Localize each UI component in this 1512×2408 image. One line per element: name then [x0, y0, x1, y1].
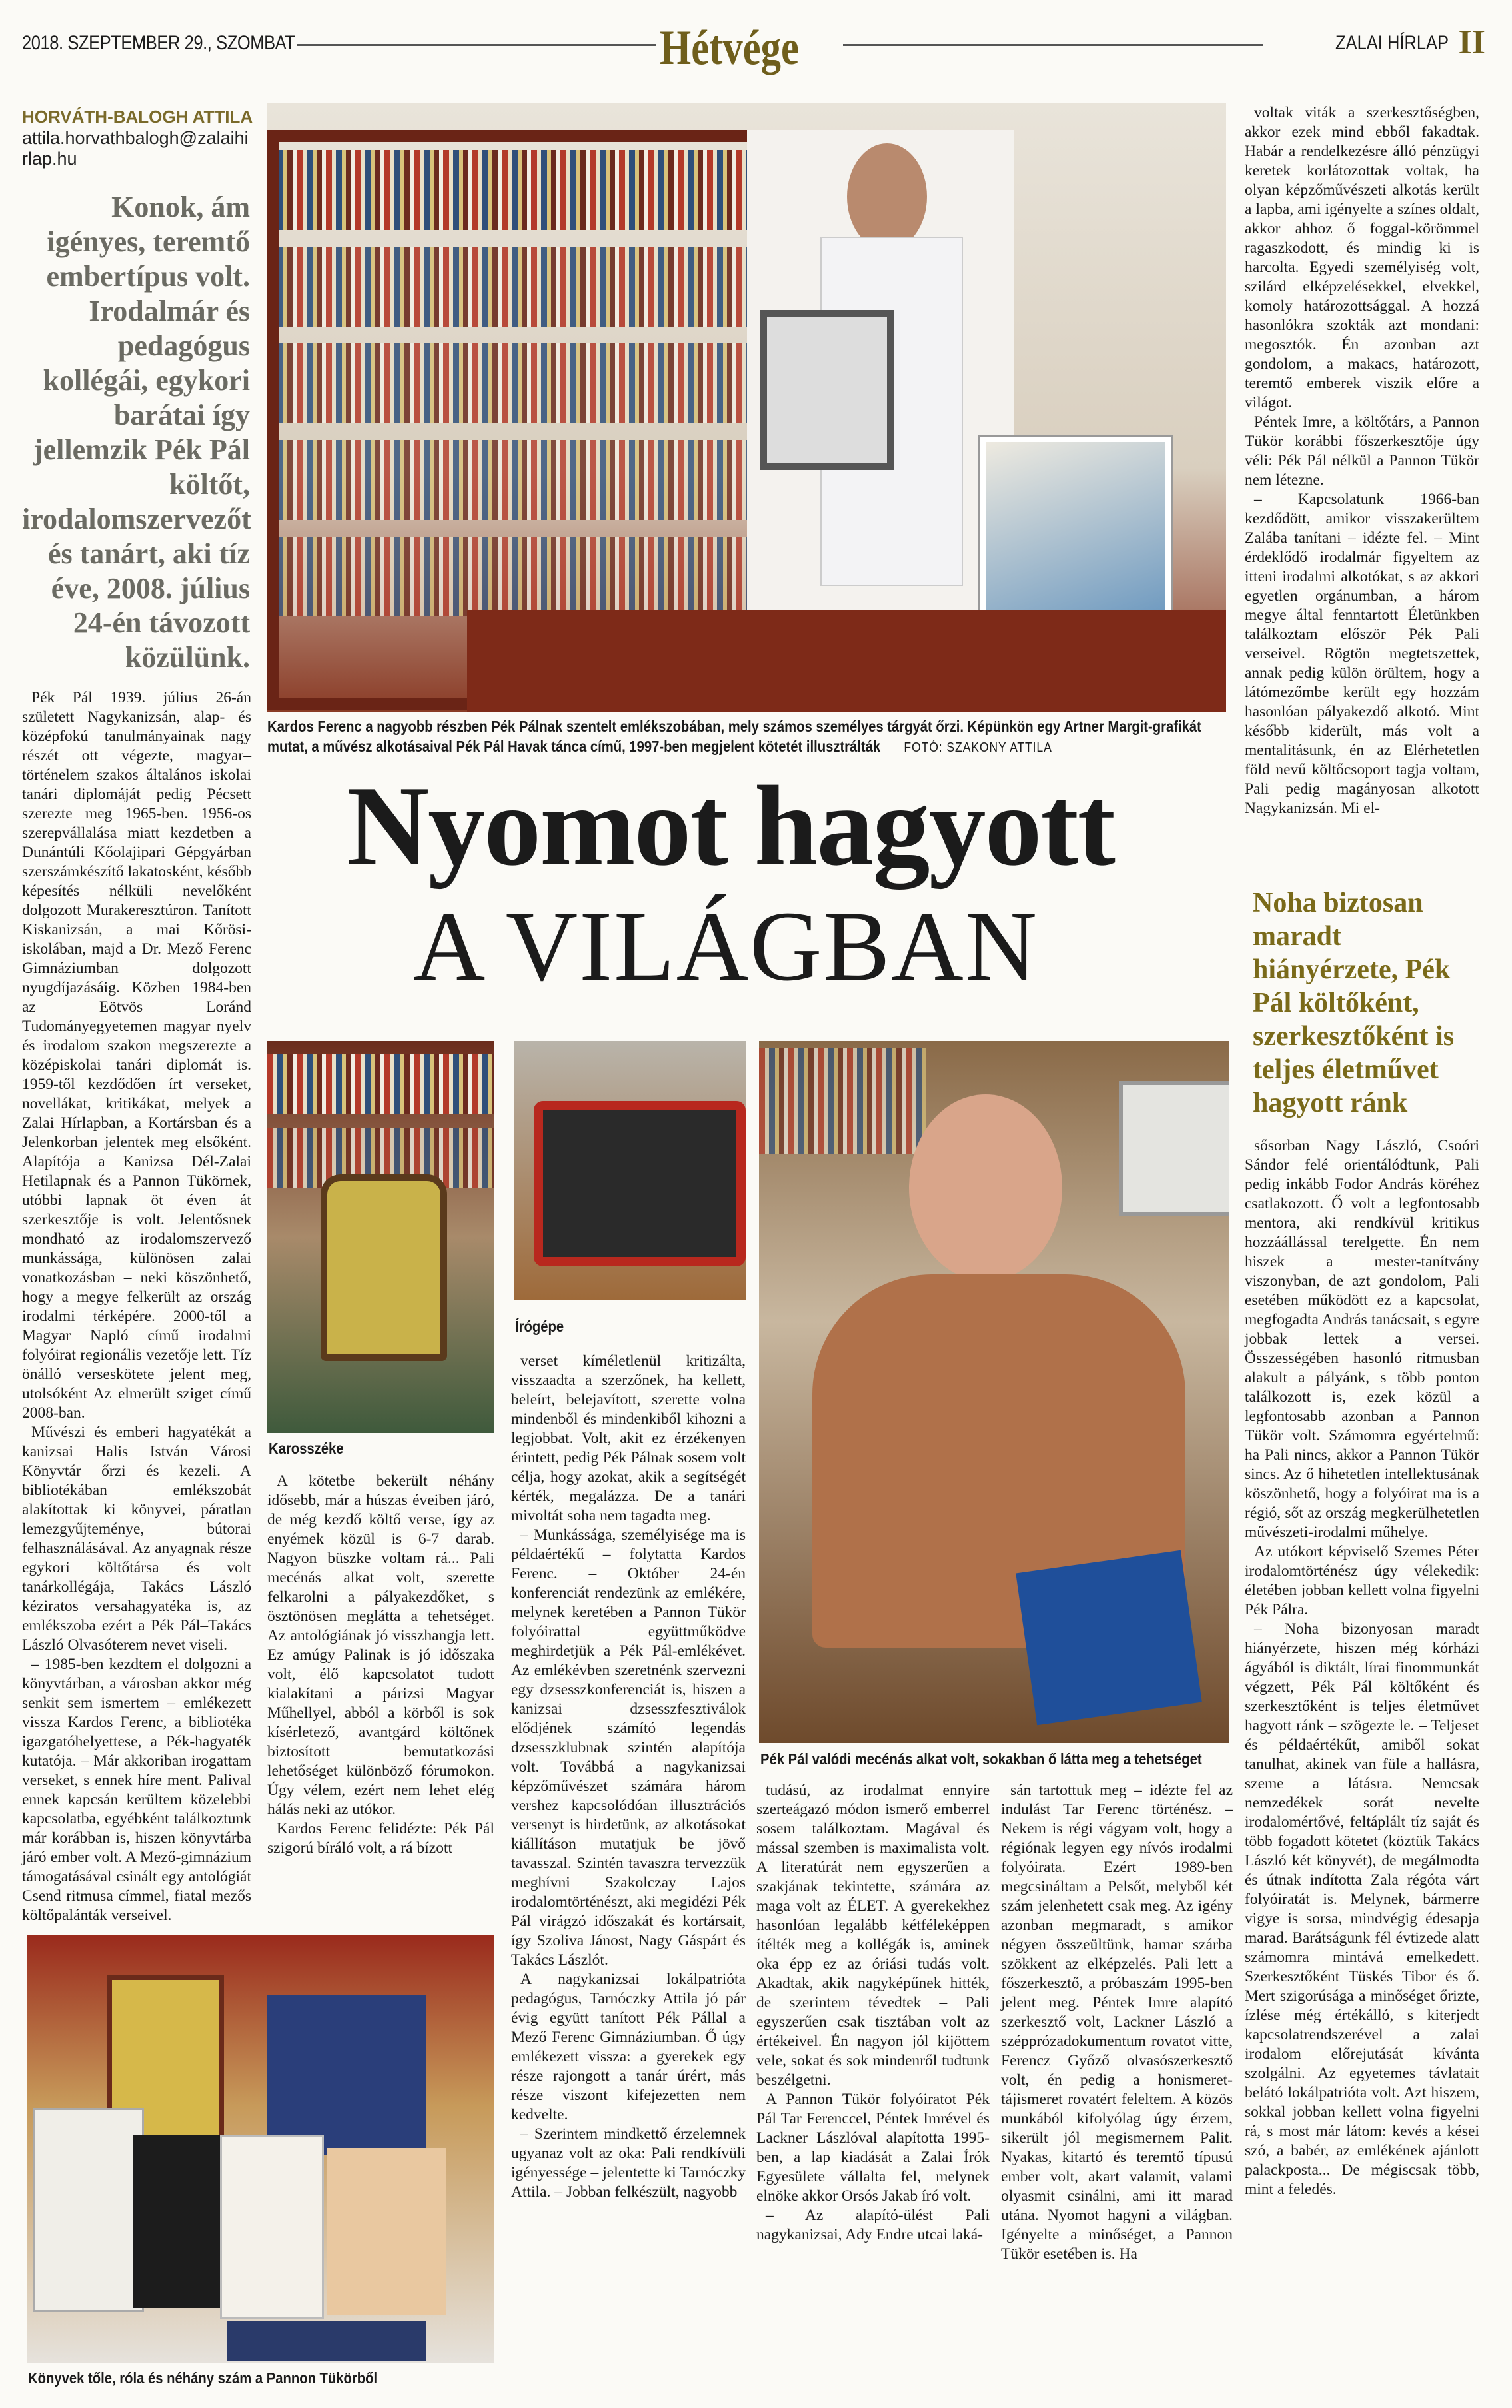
paragraph: sán tartottuk meg – idézte fel az indulást Tar Ferenc történész. – Nekem is régi vágyam volt, hogy a régiónak legyen egy nívós irodalmi folyóirata. Ezért 1989-ben megcsináltam a Pelsőt, melyből két szám jelenhetett csak meg. Az igény azonban megmaradt, s amikor négyen összeültünk, hamar szárba szökkent az elképzelés. Pali lett a főszerkesztő, a próbaszám 1995-ben jelent meg. Péntek Imre alapító szerkesztő volt, Lackner László a szépprózadokumentum rovatot vitte, Ferencz Győző olvasószerkesztő volt, én pedig a honismeret-tájismeret rovatért feleltem. A közös munkából kifolyólag úgy érzem, sikerült jól megismernem Palit. Nyakas, kitartó és teremtő típusú ember volt, akart valamit, valami olyasmit csinálni, ami itt marad utána. Nyomot hagyni a világban. Igényelte a minőséget, a Pannon Tükör esetében is. Ha — [1001, 1782, 1233, 2263]
column-left — [22, 688, 251, 1925]
portrait-caption: Pék Pál valódi mecénás alkat volt, sokakban ő látta meg a tehetséget — [760, 1750, 1202, 1768]
books-photo — [27, 1935, 494, 2363]
paragraph: sősorban Nagy László, Csoóri Sándor felé orientálódtunk, Pali pedig inkább Fodor András köréhez csatlakozott. Ő volt a legfontosabb mentora, aki rendkívül kritikus hozzáállással terelgette. Én nem hiszek a mester-tanítvány viszonyban, de azt gondolom, Pali esetében működött ez a kapcsolat, megfogadta András tanácsait, s egyre jobbak lettek a versei. Összességében hasonló ritmusban alakult a pályánk, s több ponton találkozott is, ezek közül a legfontosabb azonban a Pannon Tükör volt. Számomra egyértelmű: ha Pali nincs, akkor a Pannon Tükör sincs. Az ő hihetetlen intellektusának köszönhető, hogy a folyóirat ma is a régió, sőt az ország megkerülhetetlen művészeti-irodalmi műhelye. — [1245, 1137, 1479, 1541]
column-right-bottom — [1245, 1136, 1479, 2199]
paragraph: – 1985-ben kezdtem el dolgozni a könyvtárban, a városban akkor még senkit sem ismertem – emlékezett vissza Kardos Ferenc, a bibliotéka igazgatóhelyettese, a Pék-hagyaték kutatója. – Már akkoriban irogattam verseket, s ennek híre ment. Palival ennek kapcsán kerültem közelebbi kapcsolatba, egyébként találkoztunk már korábban is, hiszen könyvtárba járó ember volt. A Mező-gimnázium támogatásával csinált egy antológiát Csend ritmusa címmel, fiatal mezős költőpalánták verseivel. — [22, 1656, 251, 1924]
header-rule-left — [297, 44, 656, 46]
paragraph: tudású, az irodalmat ennyire szerteágazó módon ismerő emberrel sosem találkoztam. Magával és mással szemben is maximalista volt. A literatúrát nem egyszerűen a szakjának tekintette, számára az maga volt az ÉLET. A gyerekekhez hasonlóan legalább kétféleképpen ítélték meg a kollégák is, aminek oka épp ez az óriási tudás volt. Akadtak, akik nagyképűnek hitték, de szerintem tévedtek – Pali egyszerűen csak tisztában volt az értékeivel. Én nagyon jól kijöttem vele, sokat és sok mindenről tudtunk beszélgetni. — [756, 1782, 990, 2089]
paragraph: verset kíméletlenül kritizálta, visszaadta a szerzőnek, ha kellett, beleírt, belejavított, szerette volna mindenből és mindenkiből kihozni a legjobbat. Volt, akit ez érzékenyen érintett, pedig Pék Pálnak sosem volt célja, hogy azokat, akik a segítségét kérték, megalázza. De a tanári mivoltát soha nem tagadta meg. — [511, 1352, 746, 1524]
headline-line-1: Nyomot hagyott — [347, 763, 1114, 890]
author-name: HORVÁTH-BALOGH ATTILA — [22, 107, 253, 127]
section-title: Hétvége — [660, 21, 799, 75]
paragraph: Kardos Ferenc felidézte: Pék Pál szigorú bíráló volt, a rá bízott — [267, 1820, 494, 1857]
paragraph: voltak viták a szerkesztőségben, akkor ezek mind ebből fakadtak. Habár a rendelkezésre álló pénzügyi keretek korlátozottak voltak, ha olyan képzőművészeti alkotás került a lapba, ami igényelte a színes oldalt, akkor ahhoz ő foggal-körömmel ragaszkodott, és mindig ki is harcolta. Egyedi személyiség volt, szilárd elképzelésekkel, elvekkel, komoly határozottsággal. A hozzá hasonlókra szokták azt mondani: megosztók. Én azonban azt gondolom, a makacs, határozott, teremtő emberek viszik előre a világot. — [1245, 104, 1479, 411]
paragraph: – Az alapító-ülést Pali nagykanizsai, Ady Endre utcai laká- — [756, 2207, 990, 2243]
paragraph: Művészi és emberi hagyatékát a kanizsai Halis István Városi Könyvtár őrzi és kezeli. A bibliotékában emlékszobát alakítottak ki könyvei, páratlan lemezgyűjteménye, bútorai felhasználásával. Az anyagnak része egykori költőtársa és volt tanárkollégája, Takács László kéziratos versahagyatéka is, az emlékszoba ezért a Pék Pál–Takács László Olvasóterem nevet viseli. — [22, 1424, 251, 1654]
paragraph: A kötetbe bekerült néhány idősebb, már a húszas éveiben járó, de még kezdő költő verse, így az enyémek közül is 6-7 darab. Nagyon büszke voltam rá... Pali mecénás alkat volt, szerette felkarolni a pályakezdőket, s ösztönösen meglátta a tehetséget. Az antológiának jó visszhangja lett. Ez amúgy Palinak is jó időszaka volt, élő kapcsolatot tudott kialakítani a párizsi Magyar Műhellyel, abból a körből is sok kísérletező, avantgárd költőnek biztosított bemutatkozási lehetőséget különböző fórumokon. Úgy vélem, ezért nem lehet elég hálás neki az utókor. — [267, 1472, 494, 1818]
column-4 — [756, 1781, 990, 2245]
column-right-top — [1245, 103, 1479, 818]
author-email[interactable]: attila.horvathbalogh@zalaihirlap.hu — [22, 128, 249, 169]
newspaper-name: ZALAI HÍRLAP — [1335, 32, 1449, 54]
column-2 — [267, 1472, 494, 1858]
lead-paragraph: Konok, ám igényes, teremtő embertípus volt. Irodalmár és pedagógus kollégái, egykori barátai így jellemzik Pék Pál költőt, irodalomszervezőt és tanárt, aki tíz éve, 2008. július 24-én távozott közülünk. — [22, 191, 251, 674]
paragraph: – Noha bizonyosan maradt hiányérzete, hiszen még kórházi ágyából is diktált, lírai finommunkát végzett, Pék Pál költőként és szerkesztőként is teljes életművet hagyott ránk – szögezte le. – Teljeset és példaértékűt, amiből sokat tanulhat, akinek van füle a hallásra, szeme a látásra. Nemcsak nemzedékek sorát nevelte irodalomértővé, feltáplált tíz saját és több fogadott kötetet (köztük Takács László két könyvét), de megálmodta és útnak indította Zala régóta várt folyóiratát is. Melynek, bármerre vigye is sorsa, mindvégig édesapja marad. Barátságunk fél évtizede alatt számomra mintává emelkedett. Szerkesztőként Tüskés Tibor és ő. Mert szigorúsága a minőséget őrizte, ízlése még értékálló, s kiterjedt kapcsolatrendszerével a zalai irodalom előrejutását kívánta szolgálni. Az egyetemes távlatait belátó lokálpatrióta volt. Azt hiszem, sokkal jobban kellett volna figyelni rá, s most már látom: kevés a kései szó, a babér, az emlékének ajánlott palackposta... De mégiscsak több, mint a feledés. — [1245, 1620, 1479, 2198]
typewriter-caption: Írógépe — [515, 1318, 564, 1335]
main-photo-memorial-room — [267, 103, 1226, 712]
paragraph: Az utókort képviselő Szemes Péter irodalomtörténész úgy vélekedik: életében jobban kellett volna figyelni Pék Pálra. — [1245, 1543, 1479, 1618]
paragraph: Pék Pál 1939. július 26-án született Nagykanizsán, alap- és középfokú tanulmányainak nagy részét ott végezte, magyar–történelem szakos általános iskolai tanári diplomáját pedig Pécsett szerezte meg 1965-ben. 1956-os szerepvállalása miatt kezdetben a Dunántúli Kőolajipari Gépgyárban szerszámkészítő lakatosként, később képesítés nélküli nevelőként dolgozott Murakeresztúron. Tanított Kiskanizsán, a mai Kőrösi-iskolában, majd a Dr. Mező Ferenc Gimnáziumban dolgozott nyugdíjazásáig. Közben 1984-ben az Eötvös Loránd Tudományegyetemen magyar nyelv és irodalom szakon megszerezte a középiskolai tanári diplomát is. 1959-től kezdődően írt verseket, novellákat, kritikákat, melyek a Zalai Hírlapban, a Kortársban és a Jelenkorban jelentek meg elsőként. Alapítója a Kanizsa Dél-Zalai Hetilapnak és a Pannon Tükörnek, utóbbi lapnak öt éven át szerkesztője is volt. Jelentősnek mondható az irodalomszervező munkássága, különösen zalai vonatkozásban – neki köszönhető, hogy a megye felkerült az ország irodalmi térképére. 2000-től a Magyar Napló című irodalmi folyóirat regionális vezetője lett. Tíz önálló verseskötete jelent meg, utolsóként Az elmerült sziget című 2008-ban. — [22, 689, 251, 1422]
issue-date: 2018. SZEPTEMBER 29., SZOMBAT — [22, 32, 295, 54]
main-photo-caption-line — [267, 716, 1226, 758]
typewriter-photo — [514, 1041, 746, 1300]
books-caption: Könyvek tőle, róla és néhány szám a Pannon Tükörből — [28, 2369, 378, 2387]
portrait-photo — [759, 1041, 1229, 1743]
paragraph: A nagykanizsai lokálpatrióta pedagógus, Tarnóczky Attila jó pár évig együtt tanított Pék Pállal a Mező Ferenc Gimnáziumban. Ő úgy emlékezett vissza: a gyerekek egy része rajongott a tanár úrért, más része viszont kifejezetten nem kedvelte. — [511, 1971, 746, 2123]
photo-credit: FOTÓ: SZAKONY ATTILA — [904, 740, 1052, 755]
page-number: II — [1458, 23, 1485, 61]
column-3 — [511, 1352, 746, 2202]
pull-quote: Noha biztosan maradt hiányérzete, Pék Pál költőként, szerkesztőként is teljes életművet hagyott ránk — [1253, 888, 1455, 1118]
chair-caption: Karosszéke — [269, 1440, 344, 1457]
paragraph: – Szerintem mindkettő érzelemnek ugyanaz volt az oka: Pali rendkívüli igényessége – jelentette ki Tarnóczky Attila. – Jobban felkészült, nagyobb — [511, 2125, 746, 2201]
paragraph: – Kapcsolatunk 1966-ban kezdődött, amikor visszakerültem Zalába tanítani – idézte fel. – Mint érdeklődő irodalmár figyeltem az itteni irodalmi alkotókat, s az akkori egyetlen orgánumban, a három megye által fenntartott Életünkben találkoztam először Pék Pali verseivel. Rögtön megtetszettek, annak pedig külön örültem, hogy a látómezőmbe került egy hozzám hasonlóan pályakezdő alkotó. Mint később kiderült, más volt a mentalitásunk, én az Elérhetetlen föld nevű költőcsoport tagja voltam, Pali pedig magányosan alkotott Nagykanizsán. Mi el- — [1245, 491, 1479, 817]
main-photo-caption: Kardos Ferenc a nagyobb részben Pék Pálnak szentelt emlékszobában, mely számos személyes tárgyát őrzi. Képünkön egy Artner Margit-grafikát mutat, a művész alkotásaival Pék Pál Havak tánca című, 1997-ben megjelent kötetét illusztrálták — [267, 718, 1201, 755]
paragraph: – Munkássága, személyisége ma is példaértékű – folytatta Kardos Ferenc. – Október 24-én konferenciát rendezünk az emlékére, melynek keretében a Pannon Tükör folyóirattal együttműködve meghirdetjük a Pék Pál-emlékévet. Az emlékévben szeretnénk szervezni egy dzsesszkonferenciát is, hiszen a kanizsai dzsesszfesztiválok elődjének számító legendás dzsesszklubnak szintén alapítója volt. Továbbá a nagykanizsai képzőművészet számára három vershez kapcsolódóan illusztrációs versenyt is hirdetünk, az alkotásokat kiállításon mutatjuk be jövő tavasszal. Szintén tavaszra tervezzük meghívni Szakolczay Lajos irodalomtörténészt, aki megidézi Pék Pál virágzó időszakát és kortársait, így Szoliva Jánost, Nagy Gáspárt és Takács Lászlót. — [511, 1526, 746, 1969]
paragraph: A Pannon Tükör folyóiratot Pék Pál Tar Ferenccel, Péntek Imrével és Lackner Lászlóval alapította 1995-ben, a lap kiadását a Zalai Írók Egyesülete vállalta fel, melynek elnöke akkor Orsós Jakab író volt. — [756, 2091, 990, 2205]
chair-photo — [267, 1041, 494, 1433]
header-rule-right — [843, 44, 1263, 46]
headline-line-2: A VILÁGBAN — [413, 891, 1039, 1002]
column-5 — [1001, 1781, 1233, 2264]
paragraph: Péntek Imre, a költőtárs, a Pannon Tükör korábbi főszerkesztője úgy véli: Pék Pál nélkül a Pannon Tükör nem létezne. — [1245, 413, 1479, 489]
